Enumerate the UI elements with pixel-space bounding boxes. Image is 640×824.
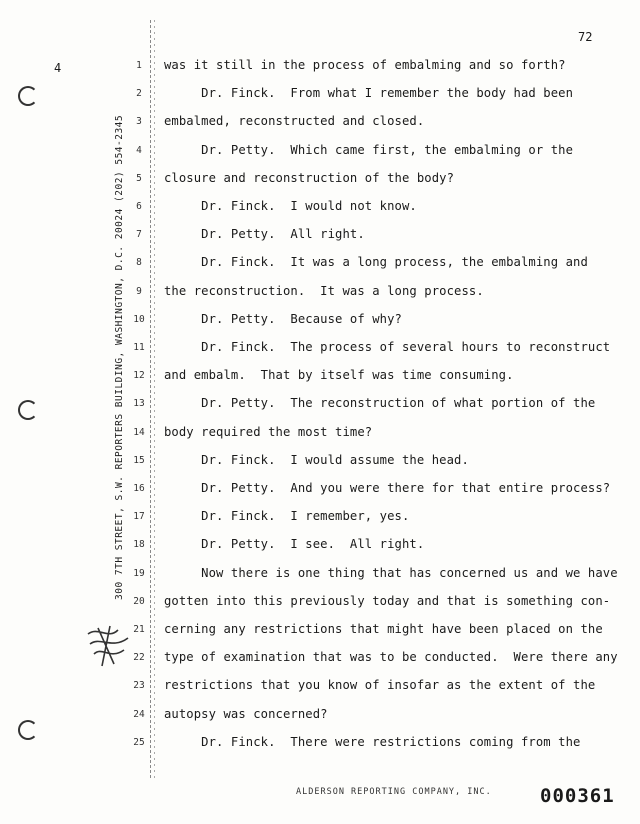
margin-number: 4: [54, 61, 62, 75]
punch-hole-icon: [18, 400, 38, 420]
reporter-address: 300 7TH STREET, S.W. REPORTERS BUILDING, WASHINGTON, D.C. 20024 (202) 554-2345: [114, 114, 125, 600]
footer-company: ALDERSON REPORTING COMPANY, INC.: [296, 787, 492, 797]
transcript-line: closure and reconstruction of the body?: [164, 170, 455, 185]
line-number: 12: [133, 370, 145, 382]
line-number: 6: [136, 201, 142, 212]
line-number: 18: [133, 539, 145, 551]
line-number: 15: [133, 454, 145, 466]
transcript-line: Dr. Finck. I would assume the head.: [164, 452, 469, 467]
line-number: 19: [133, 567, 145, 579]
transcript-line: Dr. Petty. And you were there for that entire process?: [164, 481, 611, 495]
line-number: 5: [136, 172, 142, 184]
line-number: 14: [133, 426, 145, 438]
line-number: 16: [133, 483, 145, 494]
line-number: 4: [136, 144, 142, 156]
page-number: 72: [578, 30, 593, 44]
transcript-line: Dr. Finck. From what I remember the body had been: [164, 86, 574, 101]
line-number: 8: [136, 257, 142, 269]
line-number: 20: [133, 595, 145, 607]
line-number: 10: [133, 313, 145, 325]
transcript-line: was it still in the process of embalming and so forth?: [164, 58, 566, 72]
line-number: 13: [133, 398, 145, 410]
line-number: 9: [136, 285, 142, 297]
transcript-line: Dr. Finck. It was a long process, the embalming and: [164, 255, 588, 270]
transcript-line: Now there is one thing that has concerned us and we have: [164, 565, 618, 580]
transcript-line: and embalm. That by itself was time consuming.: [164, 368, 514, 383]
line-number: 17: [133, 511, 145, 523]
line-number: 23: [133, 680, 145, 692]
scribble-stamp-icon: [84, 620, 134, 670]
transcript-line: Dr. Petty. All right.: [164, 227, 365, 242]
transcript-line: gotten into this previously today and that is something con-: [164, 593, 611, 608]
transcript-line: Dr. Finck. There were restrictions coming from the: [164, 734, 581, 749]
line-number: 2: [136, 88, 142, 100]
transcript-line: the reconstruction. It was a long process.: [164, 283, 484, 298]
margin-rule: [150, 20, 151, 780]
transcript-line: cerning any restrictions that might have been placed on the: [164, 622, 603, 636]
margin-rule: [154, 20, 155, 780]
line-number: 22: [133, 652, 145, 664]
transcript-line: body required the most time?: [164, 424, 373, 439]
line-number: 25: [133, 736, 145, 748]
transcript-line: embalmed, reconstructed and closed.: [164, 114, 425, 129]
bates-number: 000361: [540, 785, 615, 807]
line-number: 3: [136, 116, 142, 128]
transcript-line: restrictions that you know of insofar as the extent of the: [164, 678, 596, 693]
line-number: 11: [133, 342, 145, 353]
transcript-line: Dr. Petty. Which came first, the embalming or the: [164, 142, 574, 157]
line-number: 1: [136, 60, 142, 71]
transcript-line: type of examination that was to be conducted. Were there any: [164, 650, 618, 665]
line-number: 7: [136, 229, 142, 241]
transcript-line: Dr. Finck. The process of several hours to reconstruct: [164, 340, 611, 354]
transcript-line: Dr. Petty. The reconstruction of what portion of the: [164, 396, 596, 411]
transcript-line: Dr. Petty. Because of why?: [164, 311, 402, 326]
line-number: 24: [133, 708, 145, 720]
line-number: 21: [133, 624, 145, 635]
transcript-line: autopsy was concerned?: [164, 706, 328, 721]
transcript-line: Dr. Finck. I remember, yes.: [164, 509, 410, 524]
transcript-line: Dr. Petty. I see. All right.: [164, 537, 425, 552]
punch-hole-icon: [18, 86, 38, 106]
transcript-line: Dr. Finck. I would not know.: [164, 199, 417, 213]
punch-hole-icon: [18, 720, 38, 740]
